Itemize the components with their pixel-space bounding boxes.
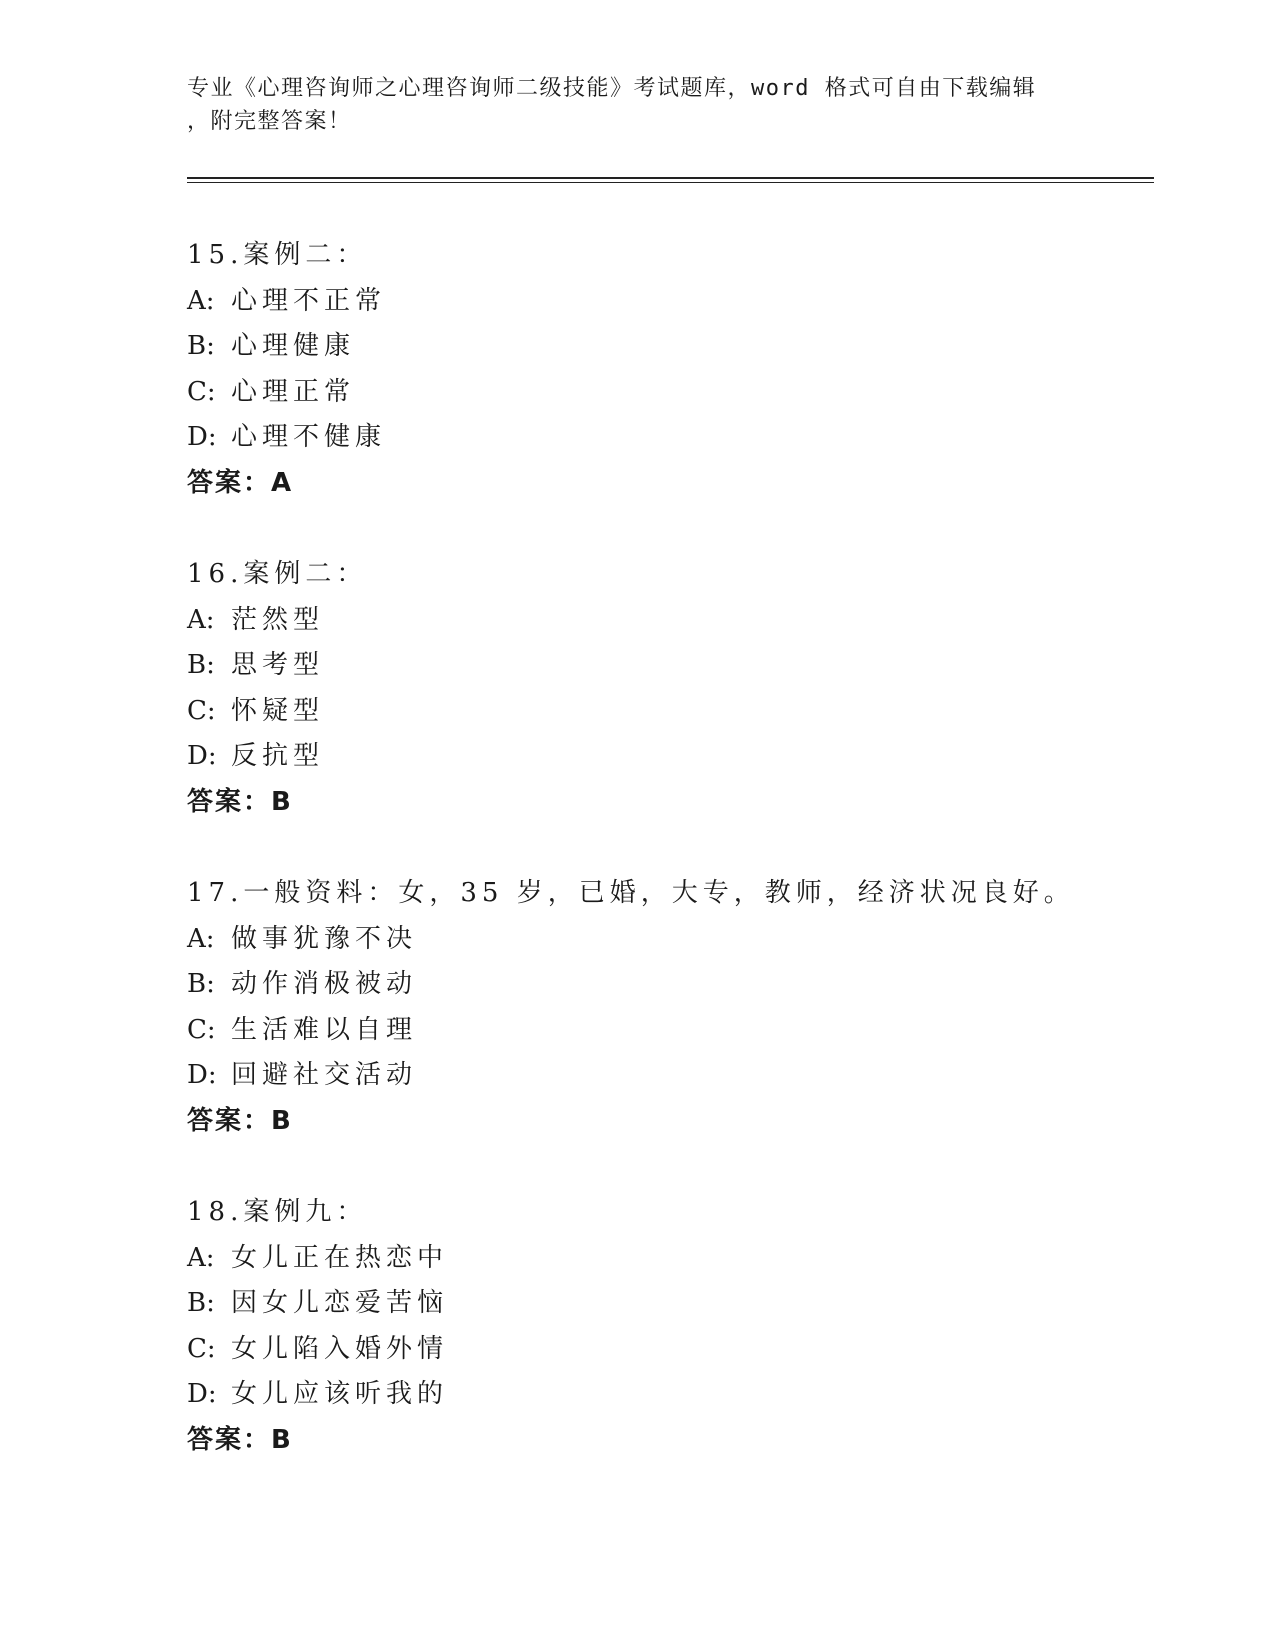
option-text: 回避社交活动: [231, 1060, 418, 1090]
option-text: 心理不健康: [231, 422, 387, 452]
option-text: 心理健康: [231, 331, 356, 361]
option-text: 因女儿恋爱苦恼: [231, 1288, 449, 1318]
option-a: [187, 917, 1147, 963]
option-letter: A:: [187, 604, 215, 635]
option-text: 反抗型: [231, 741, 325, 771]
question-16: [187, 552, 1147, 825]
header-line-1: 专业《心理咨询师之心理咨询师二级技能》考试题库，word 格式可自由下载编辑: [187, 76, 1037, 101]
option-b: [187, 1281, 1147, 1327]
option-text: 茫然型: [231, 604, 325, 635]
option-a: [187, 1236, 1147, 1282]
option-letter: D:: [187, 1060, 217, 1090]
option-c: [187, 1327, 1147, 1373]
option-letter: D:: [187, 1379, 217, 1409]
option-text: 生活难以自理: [231, 1014, 418, 1045]
question-stem: 15.案例二：: [187, 240, 368, 270]
question-list: [187, 233, 1147, 1509]
question-15: [187, 233, 1147, 506]
answer-line: 答案：A: [187, 467, 294, 498]
question-stem: 18.案例九：: [187, 1197, 368, 1227]
option-text: 怀疑型: [231, 695, 325, 726]
option-d: [187, 734, 1147, 780]
option-b: [187, 324, 1147, 370]
option-letter: B:: [187, 1288, 215, 1318]
option-text: 女儿陷入婚外情: [231, 1333, 449, 1364]
option-text: 动作消极被动: [231, 969, 418, 999]
option-text: 女儿应该听我的: [231, 1379, 449, 1409]
option-letter: B:: [187, 650, 215, 680]
question-18: [187, 1190, 1147, 1463]
option-letter: A:: [187, 285, 215, 316]
option-text: 心理正常: [231, 376, 356, 407]
option-c: [187, 370, 1147, 416]
option-c: [187, 689, 1147, 735]
question-stem: 16.案例二：: [187, 559, 368, 589]
option-d: [187, 1053, 1147, 1099]
option-letter: B:: [187, 331, 215, 361]
question-17: [187, 871, 1147, 1144]
option-letter: A:: [187, 1242, 215, 1273]
question-stem: 17.一般资料：女，35 岁，已婚，大专，教师，经济状况良好。: [187, 878, 1075, 908]
option-b: [187, 643, 1147, 689]
option-text: 思考型: [231, 650, 325, 680]
option-c: [187, 1008, 1147, 1054]
option-a: [187, 279, 1147, 325]
option-letter: A:: [187, 923, 215, 954]
header-divider-thin: [187, 182, 1154, 183]
option-letter: D:: [187, 741, 217, 771]
option-text: 做事犹豫不决: [231, 923, 418, 954]
header-line-2: ，附完整答案！: [187, 109, 352, 134]
option-letter: C:: [187, 1333, 216, 1364]
option-letter: C:: [187, 695, 216, 726]
answer-line: 答案：B: [187, 786, 293, 817]
option-text: 女儿正在热恋中: [231, 1242, 449, 1273]
document-header: [187, 72, 1087, 138]
option-letter: C:: [187, 376, 216, 407]
option-letter: C:: [187, 1014, 216, 1045]
option-text: 心理不正常: [231, 285, 387, 316]
option-letter: B:: [187, 969, 215, 999]
header-divider-thick: [187, 177, 1154, 179]
option-d: [187, 415, 1147, 461]
answer-line: 答案：B: [187, 1424, 293, 1455]
option-b: [187, 962, 1147, 1008]
option-letter: D:: [187, 422, 217, 452]
option-a: [187, 598, 1147, 644]
option-d: [187, 1372, 1147, 1418]
answer-line: 答案：B: [187, 1105, 293, 1136]
